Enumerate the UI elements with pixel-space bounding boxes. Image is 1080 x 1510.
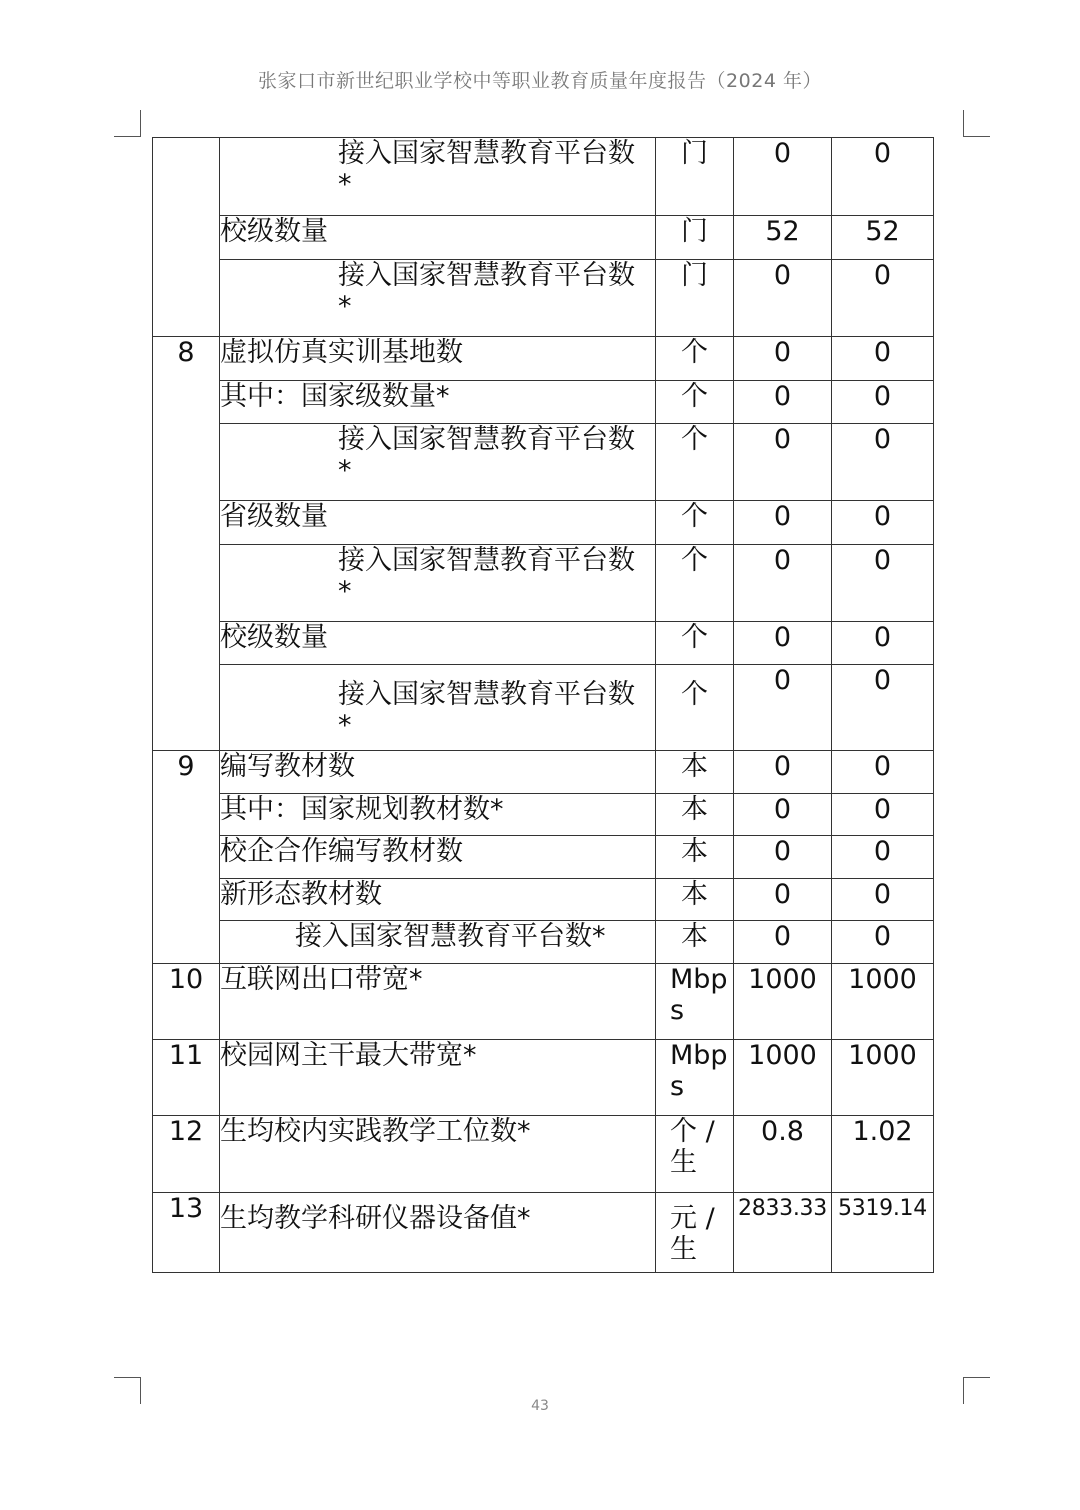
item-cell: 编写教材数 [220,751,656,794]
value-2023-cell: 0 [734,794,832,836]
table-row [153,501,934,545]
item-cell [220,665,656,751]
value-2023-cell: 0 [734,337,832,381]
unit-cell: 本 [656,879,734,921]
value-2024-cell: 1.02 [832,1116,934,1193]
row-number-cell [153,138,220,337]
value-2024-cell: 5319.14 [832,1193,934,1273]
table-row [153,337,934,381]
value-2023-cell: 0 [734,501,832,545]
value-2023-cell: 0 [734,381,832,424]
value-2024-cell: 0 [832,879,934,921]
row-number-cell: 11 [153,1040,220,1116]
table-row [153,1193,934,1273]
report-header-title: 张家口市新世纪职业学校中等职业教育质量年度报告（2024 年） [258,70,822,92]
table-row [153,921,934,964]
value-2023-cell: 0 [734,260,832,337]
table-row [153,545,934,622]
item-star: * [338,710,352,741]
item-label: 接入国家智慧教育平台数 [338,260,635,291]
value-2024-cell: 0 [832,836,934,879]
value-2024-cell: 0 [832,545,934,622]
value-2024-cell: 0 [832,794,934,836]
unit-cell: 个 [656,337,734,381]
table-row [153,836,934,879]
item-star: * [338,291,352,322]
item-cell: 校园网主干最大带宽* [220,1040,656,1116]
value-2024-cell: 1000 [832,1040,934,1116]
unit-cell: 本 [656,794,734,836]
value-2023-cell: 0 [734,921,832,964]
item-cell: 校企合作编写教材数 [220,836,656,879]
item-star: * [338,169,352,200]
value-2023-cell: 1000 [734,964,832,1040]
unit-cell: 个 [656,501,734,545]
item-label: 接入国家智慧教育平台数 [338,545,635,576]
value-2024-cell: 0 [832,751,934,794]
unit-cell: 本 [656,751,734,794]
item-cell [220,545,656,622]
value-2023-cell: 2833.33 [734,1193,832,1273]
crop-mark-top-left [114,110,141,137]
item-cell: 接入国家智慧教育平台数* [220,921,656,964]
item-cell: 其中：国家级数量* [220,381,656,424]
value-2024-cell: 0 [832,138,934,216]
item-cell [220,138,656,216]
table-row [153,1040,934,1116]
crop-mark-top-right [963,110,990,137]
table-row [153,1116,934,1193]
page-number: 43 [531,1398,549,1414]
item-cell: 省级数量 [220,501,656,545]
table-row [153,138,934,216]
item-cell: 校级数量 [220,216,656,260]
value-2024-cell: 0 [832,921,934,964]
table-row [153,794,934,836]
value-2024-cell: 1000 [832,964,934,1040]
value-2024-cell: 0 [832,622,934,665]
value-2024-cell: 0 [832,665,934,751]
value-2023-cell: 0 [734,424,832,501]
value-2024-cell: 0 [832,381,934,424]
unit-cell: 本 [656,921,734,964]
unit-cell: Mbps [656,964,734,1040]
value-2023-cell: 52 [734,216,832,260]
unit-cell: 个 [656,545,734,622]
unit-cell: 门 [656,260,734,337]
item-label: 接入国家智慧教育平台数 [338,424,635,455]
value-2024-cell: 52 [832,216,934,260]
value-2023-cell: 0.8 [734,1116,832,1193]
value-2023-cell: 0 [734,665,832,751]
value-2024-cell: 0 [832,260,934,337]
table-row [153,964,934,1040]
item-cell [220,424,656,501]
item-cell: 互联网出口带宽* [220,964,656,1040]
value-2023-cell: 0 [734,836,832,879]
item-star: * [338,576,352,607]
unit-cell: 本 [656,836,734,879]
table-row [153,879,934,921]
table-row [153,260,934,337]
row-number-cell: 9 [153,751,220,964]
unit-cell: 个 / 生 [656,1116,734,1193]
table-row [153,622,934,665]
item-label: 接入国家智慧教育平台数 [338,679,635,710]
unit-cell: 个 [656,665,734,751]
item-cell [220,260,656,337]
value-2023-cell: 0 [734,622,832,665]
unit-cell: 元 / 生 [656,1193,734,1273]
item-cell: 其中：国家规划教材数* [220,794,656,836]
row-number-cell: 8 [153,337,220,751]
item-cell: 校级数量 [220,622,656,665]
value-2024-cell: 0 [832,337,934,381]
item-cell: 新形态教材数 [220,879,656,921]
table-row [153,751,934,794]
row-number-cell: 12 [153,1116,220,1193]
table-row [153,665,934,751]
item-cell: 生均校内实践教学工位数* [220,1116,656,1193]
value-2024-cell: 0 [832,501,934,545]
unit-cell: 个 [656,424,734,501]
value-2023-cell: 0 [734,138,832,216]
item-cell: 虚拟仿真实训基地数 [220,337,656,381]
value-2023-cell: 0 [734,879,832,921]
row-number-cell: 10 [153,964,220,1040]
value-2023-cell: 1000 [734,1040,832,1116]
unit-cell: 个 [656,381,734,424]
item-label: 接入国家智慧教育平台数 [338,138,635,169]
table-row [153,424,934,501]
value-2023-cell: 0 [734,751,832,794]
value-2023-cell: 0 [734,545,832,622]
unit-cell: 门 [656,216,734,260]
table-row [153,216,934,260]
unit-cell: 门 [656,138,734,216]
value-2024-cell: 0 [832,424,934,501]
unit-cell: 个 [656,622,734,665]
item-cell: 生均教学科研仪器设备值* [220,1193,656,1273]
table-row [153,381,934,424]
unit-cell: Mbps [656,1040,734,1116]
indicator-table [152,137,934,1273]
item-star: * [338,455,352,486]
row-number-cell: 13 [153,1193,220,1273]
